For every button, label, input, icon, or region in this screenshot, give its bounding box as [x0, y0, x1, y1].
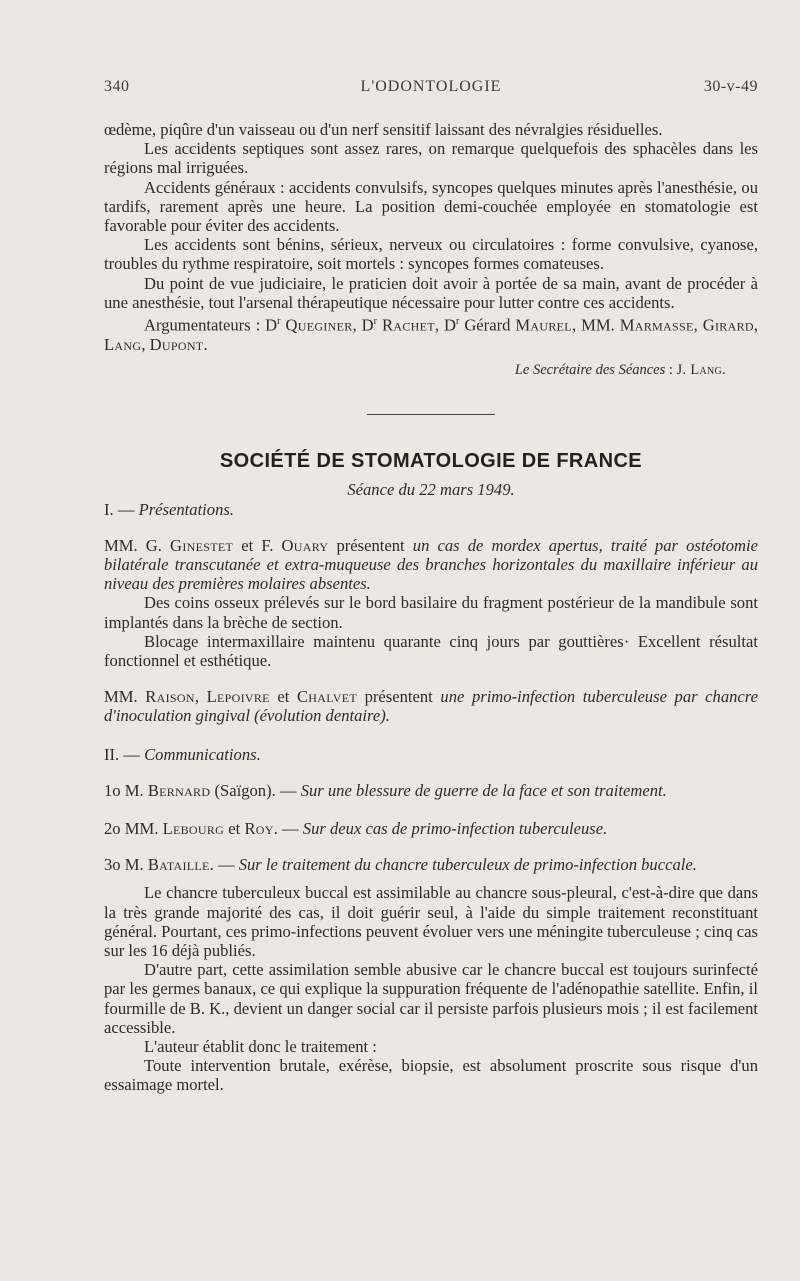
secretary-signature: Le Secrétaire des Séances : J. Lang.	[514, 361, 726, 378]
section-heading-communications: II. — Communications.	[104, 744, 261, 764]
paragraph: Les accidents sont bénins, sérieux, nerveux ou circulatoires : forme convulsive, cyanose, troubles du rythme respiratoire, soit mortels : syncopes formes comateuses.	[104, 235, 758, 274]
discussants: Argumentateurs : $D^r$ Queginer, $D^r$ Rachet, $D^r$ Gérard Maurel, MM. Marmasse, Girard, Lang, Dupont.	[104, 315, 758, 354]
paragraph: Accidents généraux : accidents convulsifs, syncopes quelques minutes après l'anesthésie, ou tardifs, rarement après une heure. La position demi-couchée employée en stomatologie est favorable pour éviter des accidents.	[104, 177, 758, 236]
section-heading-presentations: I. — Présentations.	[104, 499, 234, 519]
paragraph: D'autre part, cette assimilation semble abusive car le chancre buccal est toujours surinfecté par les germes banaux, ce qui explique la suppuration fréquente de l'adénopathie satellite. Enfin, il fourmille de B. K., devient un danger social car il persiste parfois plusieurs mois ; il est facilement accessible.	[104, 960, 758, 1037]
page-body	[104, 120, 758, 1095]
page-number: 340	[104, 78, 130, 95]
communication-entry: 2o MM. Lebourg et Roy. — Sur deux cas de primo-infection tuberculeuse.	[104, 819, 608, 839]
communication-entry: 3o M. Bataille. — Sur le traitement du chancre tuberculeux de primo-infection buccale.	[104, 855, 697, 875]
paragraph: Le chancre tuberculeux buccal est assimilable au chancre sous-pleural, c'est-à-dire que dans la très grande majorité des cas, il doit guérir seul, à l'aide du simple traitement reconstituant général. Pourtant, ces primo-infections peuvent évoluer vers une méningite tuberculeuse ; cinq cas sur les 16 déjà publiés.	[104, 883, 758, 961]
paragraph: Toute intervention brutale, exérèse, biopsie, est absolument proscrite sous risque d'un essaimage mortel.	[104, 1056, 758, 1095]
society-title: SOCIÉTÉ DE STOMATOLOGIE DE FRANCE	[219, 450, 643, 473]
communication-entry: 1o M. Bernard (Saïgon). — Sur une blessure de guerre de la face et son traitement.	[104, 780, 667, 800]
paragraph: Les accidents septiques sont assez rares, on remarque quelquefois des sphacèles dans les régions mal irriguées.	[104, 139, 758, 178]
section-divider	[367, 414, 495, 415]
paragraph: œdème, piqûre d'un vaisseau ou d'un nerf sensitif laissant des névralgies résiduelles.	[104, 120, 663, 139]
paragraph: L'auteur établit donc le traitement :	[144, 1037, 377, 1057]
issue-date: 30-v-49	[703, 78, 758, 95]
journal-title: L'ODONTOLOGIE	[360, 78, 502, 95]
paragraph: Du point de vue judiciaire, le praticien doit avoir à portée de sa main, avant de procéder à une anesthésie, tout l'arsenal thérapeutique nécessaire pour lutter contre ces accidents.	[104, 273, 758, 312]
session-date: Séance du 22 mars 1949.	[347, 480, 515, 500]
presentation-entry: MM. Raison, Lepoivre et Chalvet présentent une primo-infection tuberculeuse par chancre d'inoculation gingival (évolution dentaire).	[104, 687, 758, 726]
paragraph: Des coins osseux prélevés sur le bord basilaire du fragment postérieur de la mandibule sont implantés dans la brèche de section.	[104, 593, 758, 632]
presentation-entry: MM. G. Ginestet et F. Ouary présentent un cas de mordex apertus, traité par ostéotomie bilatérale transcutanée et extra-muqueuse des branches horizontales du maxillaire inférieur au niveau des premières molaires absentes.	[104, 535, 758, 594]
paragraph: Blocage intermaxillaire maintenu quarante cinq jours par gouttières· Excellent résultat fonctionnel et esthétique.	[104, 631, 758, 670]
